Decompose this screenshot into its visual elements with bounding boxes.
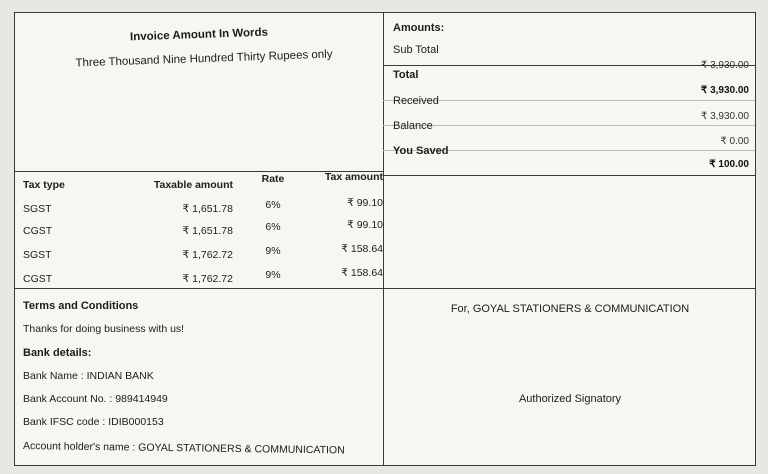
account-holder-line: [23, 440, 345, 456]
invoice-words-title: Invoice Amount In Words: [129, 26, 269, 44]
tax-type: CGST: [23, 273, 53, 285]
tax-type: SGST: [23, 249, 52, 261]
table-row: [23, 245, 385, 267]
taxable-amount: ₹ 1,651.78: [182, 225, 233, 237]
tax-rate: 9%: [265, 269, 281, 281]
bank-account-line: [23, 393, 168, 405]
taxable-amount: ₹ 1,651.78: [182, 203, 233, 215]
tax-rate: 6%: [265, 199, 281, 211]
amount-value: ₹ 100.00: [709, 159, 749, 170]
amount-label: Sub Total: [393, 44, 439, 56]
terms-text: Thanks for doing business with us!: [23, 323, 185, 335]
signature-for-line: For, GOYAL STATIONERS & COMMUNICATION: [450, 303, 690, 315]
table-row: [23, 269, 385, 291]
invoice-footer-sheet: [14, 12, 756, 466]
tax-header-rate: Rate: [261, 173, 285, 185]
bank-ifsc-label: Bank IFSC code :: [23, 416, 109, 428]
tax-type: CGST: [23, 225, 53, 237]
invoice-words-value: Three Thousand Nine Hundred Thirty Rupees only: [75, 48, 333, 70]
authorized-signatory-label: Authorized Signatory: [518, 393, 622, 405]
tax-amount: ₹ 158.64: [341, 267, 383, 279]
bank-name-value: INDIAN BANK: [86, 370, 154, 382]
divider: [383, 65, 755, 66]
tax-header-taxable: Taxable amount: [153, 179, 233, 191]
bank-name-label: Bank Name :: [23, 370, 87, 382]
bank-account-label: Bank Account No. :: [23, 393, 116, 405]
amount-label: Received: [393, 95, 439, 107]
amount-label: You Saved: [393, 145, 449, 157]
table-row: [23, 221, 385, 243]
tax-header-type: Tax type: [23, 179, 65, 191]
table-row: [23, 199, 385, 221]
bank-name-line: [23, 370, 154, 382]
tax-amount: ₹ 99.10: [347, 219, 383, 231]
amount-label: Balance: [393, 120, 433, 132]
taxable-amount: ₹ 1,762.72: [182, 249, 233, 261]
amount-value: ₹ 0.00: [720, 136, 749, 147]
divider: [383, 175, 755, 176]
tax-amount: ₹ 158.64: [341, 243, 383, 255]
amount-label: Total: [393, 69, 419, 81]
amounts-title: Amounts:: [393, 22, 445, 34]
tax-header-amount: Tax amount: [324, 171, 383, 183]
bank-ifsc-line: [23, 416, 164, 428]
account-holder-value: GOYAL STATIONERS & COMMUNICATION: [138, 441, 345, 457]
tax-amount: ₹ 99.10: [347, 197, 383, 209]
divider: [383, 125, 755, 126]
tax-type: SGST: [23, 203, 52, 215]
amount-value: ₹ 3,930.00: [700, 111, 749, 122]
taxable-amount: ₹ 1,762.72: [182, 273, 233, 285]
amount-value: ₹ 3,930.00: [700, 85, 749, 96]
tax-rate: 9%: [265, 245, 281, 257]
bank-details-title: Bank details:: [23, 347, 92, 359]
tax-rate: 6%: [265, 221, 281, 233]
tax-header-row: [23, 173, 385, 195]
terms-title: Terms and Conditions: [23, 300, 139, 312]
bank-account-value: 989414949: [115, 393, 168, 405]
account-holder-label: Account holder's name :: [22, 440, 139, 454]
bank-ifsc-value: IDIB000153: [108, 416, 164, 428]
